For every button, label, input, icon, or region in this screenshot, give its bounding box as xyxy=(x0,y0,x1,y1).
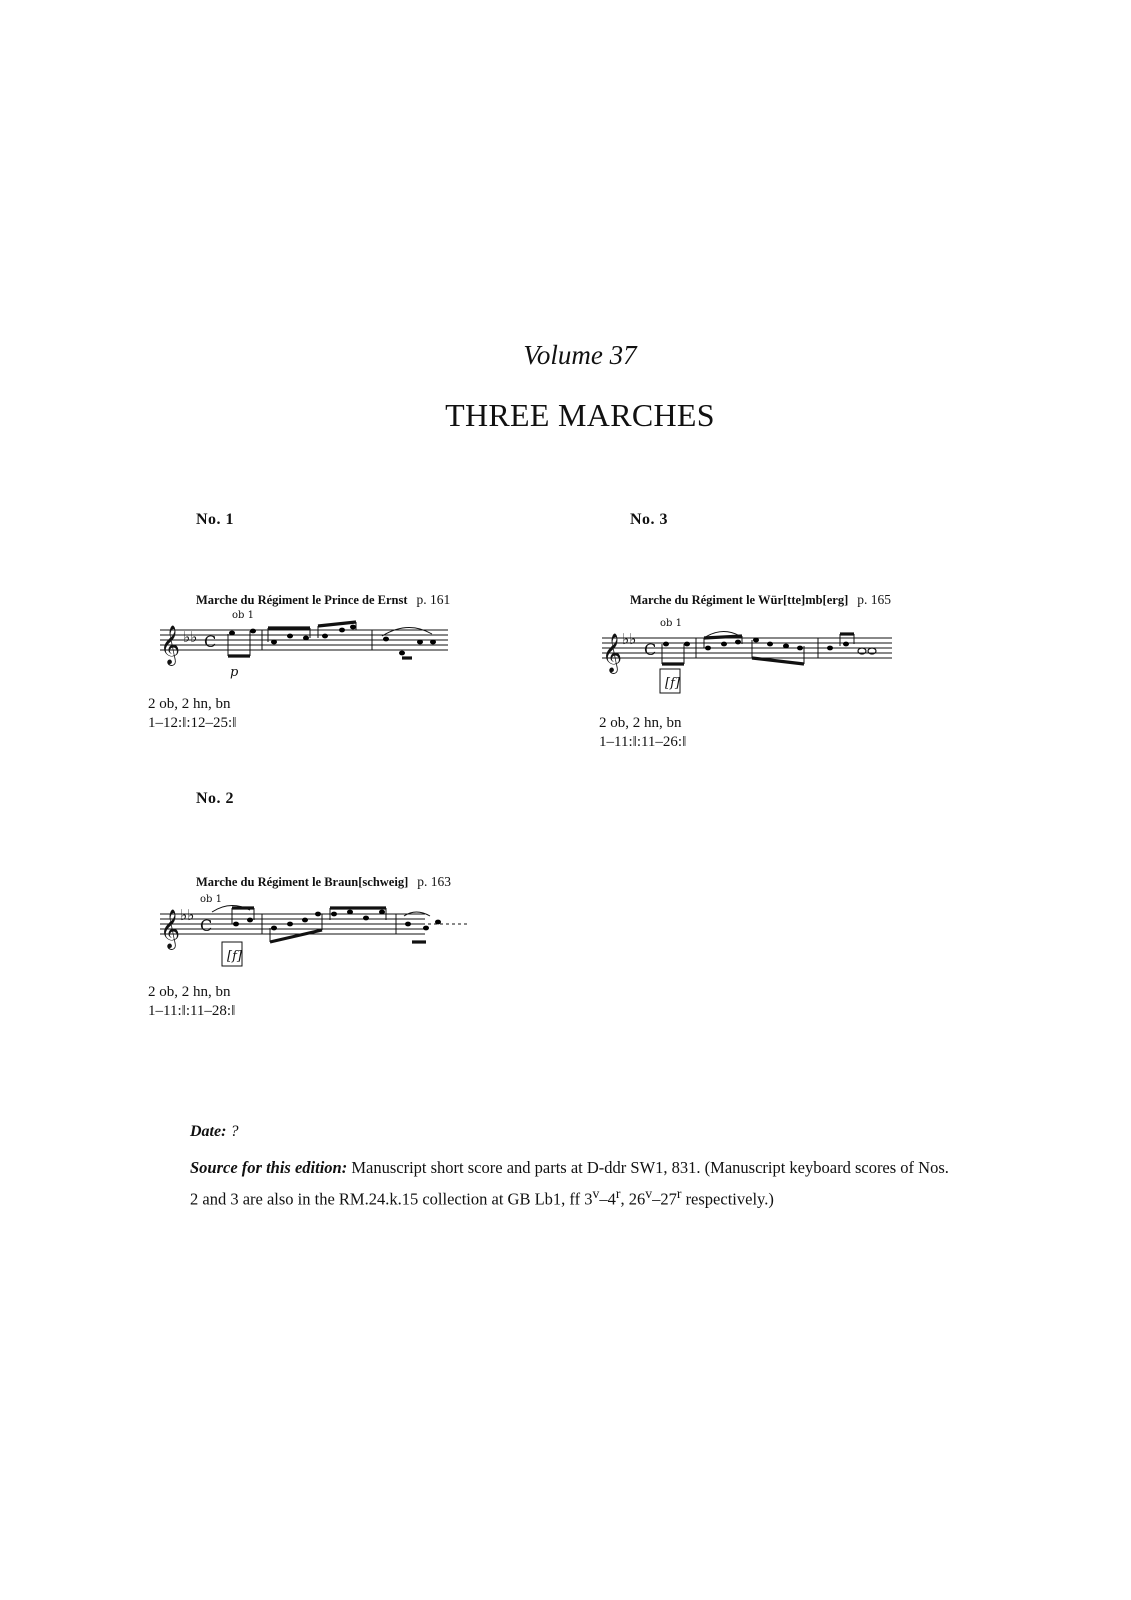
march-2-incipit xyxy=(150,890,480,980)
march-1-page: p. 161 xyxy=(416,592,451,607)
source-sup-2: r xyxy=(615,1186,621,1201)
march-2-caption xyxy=(196,874,451,890)
march-2-title: Marche du Régiment le Braun[schweig] xyxy=(196,875,409,889)
march-3-bars: 1–11:‖:11–26:‖ xyxy=(599,734,687,750)
march-2-bars: 1–11:‖:11–28:‖ xyxy=(148,1003,236,1019)
source-label: Source for this edition: xyxy=(190,1158,348,1177)
march-3-dynamic: [f] xyxy=(665,676,680,691)
march-2-scoring: 2 ob, 2 hn, bn xyxy=(148,984,231,1000)
march-2-number: No. 2 xyxy=(196,790,235,807)
source-sup-4: r xyxy=(676,1186,682,1201)
march-1-title: Marche du Régiment le Prince de Ernst xyxy=(196,593,408,607)
march-2-instrument-label: ob 1 xyxy=(200,894,222,905)
march-1-time-signature: C xyxy=(204,632,217,651)
march-3-clef: 𝄞 xyxy=(602,633,623,673)
march-3-page: p. 165 xyxy=(857,592,891,607)
source-text-1: Manuscript short score and parts at D-ddr SW1, 831. (Manuscript keyboard scores of Nos. 2 and 3 are also in the RM.24.k.15 collection at GB Lb1, ff 3 xyxy=(190,1158,949,1209)
source-text-5: respectively.) xyxy=(681,1189,774,1209)
march-1-instrument-label: ob 1 xyxy=(232,610,254,621)
march-1-dynamic: p xyxy=(230,665,239,680)
march-1-number: No. 1 xyxy=(196,511,235,528)
march-1-bars: 1–12:‖:12–25:‖ xyxy=(148,715,237,731)
source-text-2: –4 xyxy=(599,1189,616,1209)
source-paragraph xyxy=(190,1155,950,1213)
march-2-page: p. 163 xyxy=(417,874,451,889)
march-1-key-signature: ♭♭ xyxy=(183,628,198,646)
march-2-time-signature: C xyxy=(200,916,213,935)
page-title: THREE MARCHES xyxy=(445,397,715,433)
march-2-dynamic: [f] xyxy=(227,949,242,964)
source-text-3: , 26 xyxy=(620,1189,646,1209)
date-label: Date: xyxy=(190,1123,227,1140)
march-3-scoring: 2 ob, 2 hn, bn xyxy=(599,715,682,731)
march-3-title: Marche du Régiment le Wür[tte]mb[erg] xyxy=(630,593,849,607)
date-value: ? xyxy=(230,1123,239,1140)
source-sup-1: v xyxy=(592,1186,600,1201)
source-text-4: –27 xyxy=(652,1189,677,1209)
march-3-instrument-label: ob 1 xyxy=(660,618,682,629)
march-1-incipit xyxy=(150,606,470,686)
march-2-clef: 𝄞 xyxy=(160,909,181,949)
march-3-incipit xyxy=(592,614,912,704)
march-3-time-signature: C xyxy=(644,640,657,659)
source-sup-3: v xyxy=(645,1186,653,1201)
march-1-scoring: 2 ob, 2 hn, bn xyxy=(148,696,231,712)
march-3-number: No. 3 xyxy=(630,511,669,528)
march-3-caption xyxy=(630,592,891,608)
march-1-clef: 𝄞 xyxy=(160,625,181,665)
volume-heading: Volume 37 xyxy=(523,340,637,370)
march-3-key-signature: ♭♭ xyxy=(622,630,637,648)
date-line xyxy=(190,1123,238,1141)
march-2-key-signature: ♭♭ xyxy=(180,906,195,924)
